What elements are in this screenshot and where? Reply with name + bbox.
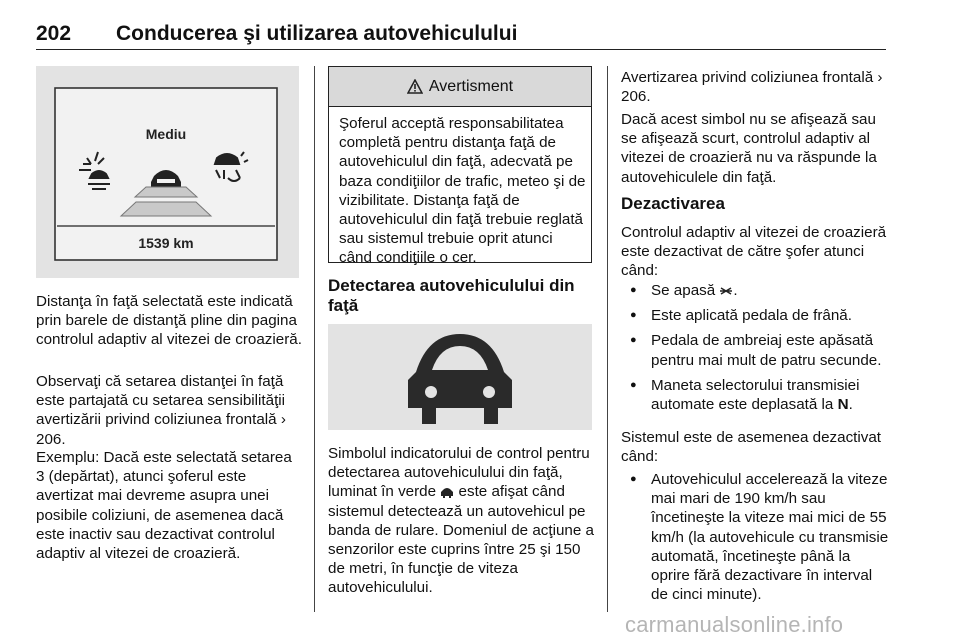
page-ref-206[interactable]: 206.: [621, 88, 651, 106]
deactivation-list-1: [621, 281, 889, 420]
col3-paragraph-1: [621, 68, 889, 106]
list-item: ● Autovehiculul accelerează la viteze mai mari de 190 km/h sau încetineşte la viteze mai mici de 55 km/h (la autovehicule cu transmisie automată, încetineşte până la oprire fără dezactivare în interval de cinci minute).: [621, 470, 889, 604]
car-symbol-figure: [328, 324, 592, 430]
page-ref-icon: ›: [280, 411, 286, 429]
gear-letter: N: [837, 396, 849, 414]
column-divider-2: [607, 66, 608, 612]
warning-text: Şoferul acceptă responsabilitatea completă pentru distanţa faţă de autovehiculul din faţă, adecvată pe baza condiţiilor de trafic, meteo şi de vizibilitate. Distanţa faţă de autovehiculul din faţă trebuie reglată sau sistemul trebuie oprit atunci când condiţiile o cer.: [339, 115, 586, 267]
deactivation-list-2: [621, 470, 889, 610]
list-item: ● Pedala de ambreiaj este apăsată pentru mai mult de patru secunde.: [621, 331, 889, 369]
warning-box: [328, 66, 592, 267]
col1-paragraph-1: Distanţa în faţă selectată este indicată prin barele de distanţă pline din pagina controlul adaptiv al vitezei de croazieră.: [36, 293, 302, 349]
list-item: ● Maneta selectorului transmisiei automate este deplasată la N.: [621, 376, 889, 414]
acc-display-figure: [36, 66, 299, 278]
section-heading-detection: Detectarea autovehiculului din faţă: [328, 276, 575, 315]
col1-paragraph-2: [36, 372, 302, 449]
car-indicator-icon: [440, 485, 454, 498]
col1-paragraph-2-text: Observaţi că setarea distanţei în faţă este partajată cu setarea sensibilităţii avertizării privind coliziunea frontală: [36, 373, 286, 429]
warning-triangle-icon: [407, 79, 423, 94]
page-ref-206[interactable]: 206.: [36, 430, 66, 448]
distance-bar-1: [121, 202, 211, 216]
acc-display-illustration: [36, 66, 299, 278]
warning-title: Avertisment: [428, 77, 514, 95]
distance-bar-2: [135, 187, 197, 197]
col1-paragraph-3: Exemplu: Dacă este selectată setarea 3 (depărtat), atunci şoferul este avertizat mai devreme asupra unei posibile coliziuni, de asemenea dacă este inactiv sau dezactivat controlul adaptiv al vitezei de croazieră.: [36, 449, 292, 563]
page-ref-icon: ›: [877, 69, 883, 86]
section-heading-deactivation: Dezactivarea: [621, 194, 725, 213]
col3-paragraph-2: Dacă acest simbol nu se afişează sau se afişează scurt, controlul adaptiv al vitezei de croazieră nu va răspunde la autovehiculele din faţă.: [621, 111, 877, 186]
cancel-cruise-icon: [719, 285, 733, 297]
list-item: ● Este aplicată pedala de frână.: [621, 306, 889, 325]
warning-header: [329, 67, 591, 107]
col3-paragraph-4: Sistemul este de asemenea dezactivat când:: [621, 429, 882, 466]
column-divider-1: [314, 66, 315, 612]
col2-paragraph-1-b: este afişat când sistemul detectează un autovehicul pe banda de rulare. Domeniul de acţiune a senzorilor este cuprins între 25 şi 150 de metri, în funcţie de viteza autovehiculului.: [328, 483, 594, 597]
mode-label: Mediu: [145, 126, 187, 142]
page-title: Conducerea şi utilizarea autovehiculului: [116, 22, 518, 45]
vehicle-ahead-symbol-icon: [328, 324, 592, 430]
page-header: [36, 10, 886, 50]
page-number: 202: [36, 22, 72, 45]
watermark: carmanualsonline.info: [625, 612, 844, 637]
odometer-readout: 1539 km: [138, 235, 194, 251]
col2-paragraph-1: [328, 444, 594, 598]
col3-paragraph-1-text: Avertizarea privind coliziunea frontală: [621, 69, 874, 86]
list-item: ● Se apasă .: [621, 281, 889, 300]
col2-paragraph-1-a: Simbolul indicatorului de control pentru detectarea autovehiculului din faţă, luminat în verde: [328, 445, 590, 501]
col3-paragraph-3: Controlul adaptiv al vitezei de croazieră este dezactivat de către şofer atunci când:: [621, 224, 887, 280]
